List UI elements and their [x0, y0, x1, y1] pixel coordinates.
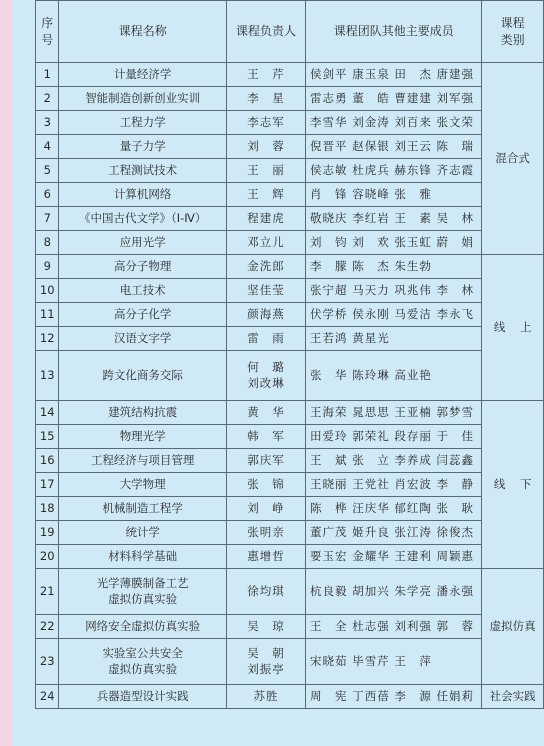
course-name: 《中国古代文学》（Ⅰ-Ⅳ）	[59, 207, 226, 231]
course-name: 机械制造工程学	[59, 497, 226, 521]
row-no: 1	[36, 63, 59, 87]
table-row	[36, 497, 544, 521]
team-members: 王 斌 张 立 李养成 闫蕊鑫	[306, 449, 482, 473]
row-no: 23	[36, 639, 59, 685]
table-row	[36, 545, 544, 569]
course-name: 计量经济学	[59, 63, 226, 87]
row-no: 22	[36, 615, 59, 639]
team-members: 倪晋平 赵保银 刘王云 陈 瑞	[306, 135, 482, 159]
course-name: 应用光学	[59, 231, 226, 255]
table-row	[36, 401, 544, 425]
row-no: 13	[36, 351, 59, 401]
team-members: 敬晓庆 李红岩 王 素 吴 林	[306, 207, 482, 231]
table-row	[36, 449, 544, 473]
course-name: 实验室公共安全 虚拟仿真实验	[59, 639, 226, 685]
course-leader: 王 芹	[226, 63, 305, 87]
course-name: 计算机网络	[59, 183, 226, 207]
table-row	[36, 63, 544, 87]
table-row	[36, 327, 544, 351]
table-row	[36, 111, 544, 135]
course-name: 汉语文字学	[59, 327, 226, 351]
team-members: 要玉宏 金耀华 王建利 周颖惠	[306, 545, 482, 569]
course-leader: 徐均琪	[226, 569, 305, 615]
team-members: 宋晓茹 毕雪芹 王 萍	[306, 639, 482, 685]
course-leader: 黄 华	[226, 401, 305, 425]
course-leader: 郭庆军	[226, 449, 305, 473]
course-leader: 吴 朝 刘振亭	[226, 639, 305, 685]
course-leader: 金洗郎	[226, 255, 305, 279]
course-name: 光学薄膜制备工艺 虚拟仿真实验	[59, 569, 226, 615]
course-name: 高分子物理	[59, 255, 226, 279]
team-members: 董广茂 姬升良 张江涛 徐俊杰	[306, 521, 482, 545]
course-leader: 坚佳莹	[226, 279, 305, 303]
course-name: 量子力学	[59, 135, 226, 159]
table-row	[36, 159, 544, 183]
team-members: 杭良毅 胡加兴 朱学亮 潘永强	[306, 569, 482, 615]
header-leader: 课程负责人	[226, 1, 305, 63]
course-leader: 张明亲	[226, 521, 305, 545]
table-row	[36, 569, 544, 615]
header-no: 序 号	[36, 1, 59, 63]
team-members: 陈 桦 汪庆华 郁红陶 张 耿	[306, 497, 482, 521]
course-name: 网络安全虚拟仿真实验	[59, 615, 226, 639]
page	[12, 0, 544, 746]
row-no: 8	[36, 231, 59, 255]
course-name: 材料科学基础	[59, 545, 226, 569]
category-cell: 混合式	[482, 63, 544, 255]
course-name: 建筑结构抗震	[59, 401, 226, 425]
row-no: 2	[36, 87, 59, 111]
row-no: 24	[36, 685, 59, 709]
course-name: 电工技术	[59, 279, 226, 303]
category-cell: 虚拟仿真	[482, 569, 544, 685]
row-no: 5	[36, 159, 59, 183]
course-leader: 韩 军	[226, 425, 305, 449]
course-name: 工程力学	[59, 111, 226, 135]
row-no: 10	[36, 279, 59, 303]
row-no: 18	[36, 497, 59, 521]
course-leader: 程建虎	[226, 207, 305, 231]
course-name: 智能制造创新创业实训	[59, 87, 226, 111]
header-category: 课程 类别	[482, 1, 544, 63]
course-leader: 王 丽	[226, 159, 305, 183]
course-leader: 刘 峥	[226, 497, 305, 521]
team-members: 田爱玲 郭荣礼 段存丽 于 佳	[306, 425, 482, 449]
course-leader: 雷 雨	[226, 327, 305, 351]
course-leader: 张 锦	[226, 473, 305, 497]
course-leader: 王 辉	[226, 183, 305, 207]
course-leader: 何 璐 刘改琳	[226, 351, 305, 401]
table-row	[36, 521, 544, 545]
row-no: 9	[36, 255, 59, 279]
team-members: 刘 钧 刘 欢 张玉虹 蔚 娟	[306, 231, 482, 255]
row-no: 16	[36, 449, 59, 473]
team-members: 肖 锋 容晓峰 张 雅	[306, 183, 482, 207]
course-leader: 李 星	[226, 87, 305, 111]
course-name: 高分子化学	[59, 303, 226, 327]
course-name: 工程经济与项目管理	[59, 449, 226, 473]
course-name: 统计学	[59, 521, 226, 545]
row-no: 20	[36, 545, 59, 569]
table-row	[36, 207, 544, 231]
row-no: 6	[36, 183, 59, 207]
row-no: 19	[36, 521, 59, 545]
table-row	[36, 279, 544, 303]
table-row	[36, 303, 544, 327]
table-row	[36, 639, 544, 685]
category-cell: 社会实践	[482, 685, 544, 709]
table-row	[36, 351, 544, 401]
team-members: 李 朦 陈 杰 朱生勃	[306, 255, 482, 279]
team-members: 张宁超 马天力 巩兆伟 李 林	[306, 279, 482, 303]
team-members: 李雪华 刘金涛 刘百来 张文荣	[306, 111, 482, 135]
course-leader: 李志军	[226, 111, 305, 135]
course-name: 大学物理	[59, 473, 226, 497]
team-members: 王晓丽 王党社 肖宏波 李 静	[306, 473, 482, 497]
course-name: 物理光学	[59, 425, 226, 449]
row-no: 7	[36, 207, 59, 231]
table-row	[36, 473, 544, 497]
row-no: 15	[36, 425, 59, 449]
course-leader: 苏胜	[226, 685, 305, 709]
table-row	[36, 87, 544, 111]
table-row	[36, 135, 544, 159]
team-members: 王 全 杜志强 刘利强 郭 蓉	[306, 615, 482, 639]
category-cell: 线 下	[482, 401, 544, 569]
table-row	[36, 685, 544, 709]
course-leader: 刘 蓉	[226, 135, 305, 159]
team-members: 王海荣 晁思思 王亚楠 郭梦雪	[306, 401, 482, 425]
team-members: 侯志敏 杜虎兵 赫东锋 齐志霞	[306, 159, 482, 183]
course-leader: 邓立儿	[226, 231, 305, 255]
course-name: 工程测试技术	[59, 159, 226, 183]
row-no: 11	[36, 303, 59, 327]
row-no: 14	[36, 401, 59, 425]
row-no: 4	[36, 135, 59, 159]
team-members: 伏学桥 侯永刚 马爱洁 李永飞	[306, 303, 482, 327]
course-table	[35, 0, 544, 709]
table-row	[36, 615, 544, 639]
course-leader: 颜海燕	[226, 303, 305, 327]
table-row	[36, 183, 544, 207]
team-members: 周 宪 丁西蓓 李 源 任娟莉	[306, 685, 482, 709]
category-cell: 线 上	[482, 255, 544, 401]
team-members: 侯剑平 康玉泉 田 杰 唐建强	[306, 63, 482, 87]
table-row	[36, 231, 544, 255]
row-no: 12	[36, 327, 59, 351]
page-edge-strip	[0, 0, 12, 746]
course-leader: 惠增哲	[226, 545, 305, 569]
team-members: 张 华 陈玲琳 高业艳	[306, 351, 482, 401]
course-leader: 吴 琼	[226, 615, 305, 639]
course-name: 兵器造型设计实践	[59, 685, 226, 709]
team-members: 雷志勇 董 皓 曹建建 刘军强	[306, 87, 482, 111]
table-row	[36, 425, 544, 449]
course-name: 跨文化商务交际	[59, 351, 226, 401]
row-no: 3	[36, 111, 59, 135]
team-members: 王若鸿 黄星光	[306, 327, 482, 351]
table-row	[36, 255, 544, 279]
row-no: 17	[36, 473, 59, 497]
header-members: 课程团队其他主要成员	[306, 1, 482, 63]
header-row	[36, 1, 544, 63]
row-no: 21	[36, 569, 59, 615]
header-course-name: 课程名称	[59, 1, 226, 63]
